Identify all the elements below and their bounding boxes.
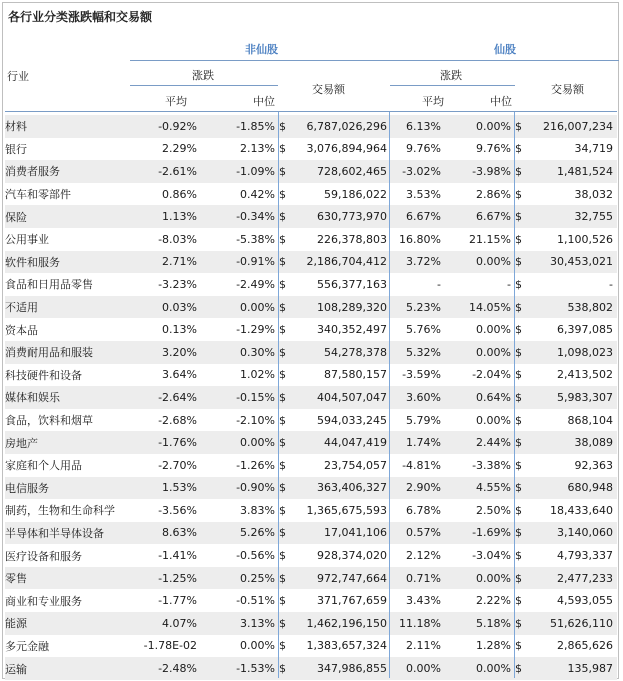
table-row — [5, 341, 617, 364]
industry-name-cell: 软件和服务 — [5, 251, 130, 274]
penny-volume-cell: 92,363 — [574, 458, 613, 472]
penny-median-cell: 9.76% — [476, 142, 511, 156]
non-penny-median-cell: 0.25% — [201, 567, 279, 590]
non-penny-currency-cell: $ — [279, 549, 286, 563]
non-penny-volume-cell: 1,365,675,593 — [306, 503, 387, 517]
penny-volume-cell: 1,481,524 — [531, 160, 617, 183]
non-penny-volume-cell: 594,033,245 — [317, 413, 387, 427]
penny-currency-cell: $ — [515, 323, 522, 337]
non-penny-median-cell: 1.02% — [240, 368, 275, 382]
penny-avg-cell: 3.60% — [391, 386, 445, 409]
penny-currency-cell: $ — [515, 160, 531, 183]
penny-avg-cell: - — [437, 277, 441, 291]
header-median-penny: 中位 — [490, 95, 512, 108]
header-group-non-penny: 非仙股 — [245, 43, 278, 56]
penny-currency-cell: $ — [515, 567, 531, 590]
penny-avg-cell: -3.59% — [402, 368, 441, 382]
column-rule-2 — [389, 112, 390, 678]
industry-name-cell: 能源 — [5, 612, 130, 635]
non-penny-median-cell: 0.30% — [201, 341, 279, 364]
header-rule-change-a — [130, 85, 278, 86]
industry-name-cell: 半导体和半导体设备 — [5, 522, 130, 545]
penny-currency-cell: $ — [515, 386, 531, 409]
table-row — [5, 635, 617, 658]
penny-volume-cell: 4,593,055 — [557, 594, 613, 608]
penny-volume-cell: 3,140,060 — [531, 522, 617, 545]
non-penny-avg-cell: -0.92% — [130, 115, 201, 138]
penny-volume-cell: 868,104 — [567, 413, 613, 427]
non-penny-currency-cell: $ — [279, 639, 286, 653]
penny-volume-cell: 680,948 — [531, 477, 617, 500]
non-penny-volume-cell: 87,580,157 — [324, 368, 387, 382]
industry-name-cell: 消费耐用品和服装 — [5, 341, 130, 364]
penny-currency-cell: $ — [515, 187, 522, 201]
header-volume-non-penny: 交易额 — [312, 83, 345, 96]
industry-name-cell: 制药，生物和生命科学 — [5, 504, 115, 518]
industry-name-cell: 零售 — [5, 567, 130, 590]
industry-name-cell: 医疗设备和服务 — [5, 549, 82, 563]
penny-currency-cell: $ — [515, 549, 522, 563]
penny-volume-cell: 2,413,502 — [557, 368, 613, 382]
penny-volume-cell: 2,477,233 — [531, 567, 617, 590]
penny-currency-cell: $ — [515, 594, 522, 608]
non-penny-currency-cell: $ — [279, 612, 293, 635]
non-penny-currency-cell: $ — [279, 187, 286, 201]
non-penny-currency-cell: $ — [279, 341, 293, 364]
penny-volume-cell: 5,983,307 — [531, 386, 617, 409]
industry-name-cell: 资本品 — [5, 323, 38, 337]
table-row — [5, 431, 617, 454]
industry-name-cell: 银行 — [5, 142, 27, 156]
penny-currency-cell: $ — [515, 368, 522, 382]
non-penny-median-cell: 0.00% — [240, 639, 275, 653]
penny-median-cell: 0.64% — [445, 386, 515, 409]
non-penny-volume-cell: 54,278,378 — [293, 341, 391, 364]
penny-median-cell: 1.28% — [476, 639, 511, 653]
industry-name-cell: 消费者服务 — [5, 160, 130, 183]
penny-avg-cell: 6.67% — [391, 205, 445, 228]
penny-volume-cell: - — [609, 277, 613, 291]
industry-name-cell: 食品和日用品零售 — [5, 278, 93, 292]
non-penny-median-cell: 0.00% — [201, 431, 279, 454]
non-penny-median-cell: 3.83% — [240, 503, 275, 517]
penny-avg-cell: 0.71% — [391, 567, 445, 590]
penny-median-cell: - — [507, 277, 511, 291]
table-row — [5, 589, 617, 612]
non-penny-volume-cell: 23,754,057 — [324, 458, 387, 472]
table-row — [5, 160, 617, 183]
table-row — [5, 205, 617, 228]
non-penny-currency-cell: $ — [279, 296, 293, 319]
non-penny-avg-cell: -2.68% — [158, 413, 197, 427]
table-row — [5, 454, 617, 477]
non-penny-volume-cell: 17,041,106 — [293, 522, 391, 545]
penny-volume-cell: 18,433,640 — [550, 503, 613, 517]
industry-name-cell: 商业和专业服务 — [5, 594, 82, 608]
table-row — [5, 228, 617, 251]
industry-name-cell: 不适用 — [5, 296, 130, 319]
non-penny-median-cell: -0.51% — [236, 594, 275, 608]
non-penny-currency-cell: $ — [279, 368, 286, 382]
non-penny-avg-cell: 3.64% — [162, 368, 197, 382]
penny-volume-cell: 538,802 — [531, 296, 617, 319]
penny-currency-cell: $ — [515, 503, 522, 517]
penny-median-cell: 14.05% — [445, 296, 515, 319]
table-row — [5, 477, 617, 500]
penny-volume-cell: 51,626,110 — [531, 612, 617, 635]
penny-avg-cell: 5.79% — [406, 413, 441, 427]
non-penny-avg-cell: -2.64% — [130, 386, 201, 409]
industry-name-cell: 多元金融 — [5, 639, 49, 653]
non-penny-median-cell: -0.56% — [236, 549, 275, 563]
non-penny-median-cell: 3.13% — [201, 612, 279, 635]
non-penny-median-cell: -2.10% — [236, 413, 275, 427]
table-row — [5, 318, 617, 341]
non-penny-volume-cell: 728,602,465 — [293, 160, 391, 183]
non-penny-currency-cell: $ — [279, 477, 293, 500]
penny-median-cell: 0.00% — [476, 413, 511, 427]
header-rule-top — [130, 60, 619, 61]
non-penny-volume-cell: 347,986,855 — [293, 657, 391, 680]
non-penny-currency-cell: $ — [279, 413, 286, 427]
non-penny-volume-cell: 340,352,497 — [317, 323, 387, 337]
penny-avg-cell: 0.00% — [391, 657, 445, 680]
penny-volume-cell: 34,719 — [574, 142, 613, 156]
non-penny-avg-cell: -1.41% — [158, 549, 197, 563]
non-penny-avg-cell: -1.77% — [158, 594, 197, 608]
penny-median-cell: -2.04% — [472, 368, 511, 382]
non-penny-volume-cell: 363,406,327 — [293, 477, 391, 500]
penny-volume-cell: 1,100,526 — [557, 232, 613, 246]
header-change-penny: 涨跌 — [440, 69, 462, 82]
non-penny-volume-cell: 928,374,020 — [317, 549, 387, 563]
non-penny-volume-cell: 404,507,047 — [293, 386, 391, 409]
penny-median-cell: 0.00% — [476, 323, 511, 337]
penny-avg-cell: 5.32% — [391, 341, 445, 364]
industry-name-cell: 房地产 — [5, 431, 130, 454]
non-penny-currency-cell: $ — [279, 142, 286, 156]
column-rule-3 — [514, 112, 515, 678]
non-penny-avg-cell: 0.86% — [162, 187, 197, 201]
penny-avg-cell: 16.80% — [399, 232, 441, 246]
penny-volume-cell: 2,865,626 — [557, 639, 613, 653]
penny-volume-cell: 38,089 — [531, 431, 617, 454]
table-row — [5, 522, 617, 545]
non-penny-currency-cell: $ — [279, 386, 293, 409]
industry-name-cell: 运输 — [5, 657, 130, 680]
non-penny-volume-cell: 3,076,894,964 — [306, 142, 387, 156]
penny-currency-cell: $ — [515, 657, 531, 680]
non-penny-avg-cell: -2.70% — [158, 458, 197, 472]
non-penny-currency-cell: $ — [279, 594, 286, 608]
table-row — [5, 544, 617, 567]
table-title: 各行业分类涨跌幅和交易额 — [8, 10, 153, 24]
penny-avg-cell: -4.81% — [402, 458, 441, 472]
non-penny-volume-cell: 108,289,320 — [293, 296, 391, 319]
penny-currency-cell: $ — [515, 522, 531, 545]
penny-volume-cell: 135,987 — [531, 657, 617, 680]
non-penny-currency-cell: $ — [279, 431, 293, 454]
non-penny-median-cell: 0.42% — [240, 187, 275, 201]
industry-name-cell: 公用事业 — [5, 233, 49, 247]
penny-volume-cell: 32,755 — [531, 205, 617, 228]
penny-median-cell: 0.00% — [445, 251, 515, 274]
penny-avg-cell: -3.02% — [391, 160, 445, 183]
non-penny-avg-cell: -8.03% — [158, 232, 197, 246]
penny-currency-cell: $ — [515, 251, 531, 274]
non-penny-median-cell: -1.09% — [201, 160, 279, 183]
non-penny-currency-cell: $ — [279, 657, 293, 680]
non-penny-median-cell: -1.85% — [201, 115, 279, 138]
header-volume-penny: 交易额 — [551, 83, 584, 96]
non-penny-avg-cell: -3.23% — [158, 277, 197, 291]
table-body — [5, 115, 617, 680]
non-penny-avg-cell: 8.63% — [130, 522, 201, 545]
penny-avg-cell: 11.18% — [391, 612, 445, 635]
table-row — [5, 251, 617, 274]
penny-median-cell: 4.55% — [445, 477, 515, 500]
table-row — [5, 296, 617, 319]
penny-currency-cell: $ — [515, 639, 522, 653]
penny-volume-cell: 4,793,337 — [557, 549, 613, 563]
industry-name-cell: 材料 — [5, 115, 130, 138]
non-penny-avg-cell: -2.48% — [130, 657, 201, 680]
non-penny-avg-cell: 2.71% — [130, 251, 201, 274]
non-penny-volume-cell: 44,047,419 — [293, 431, 391, 454]
penny-currency-cell: $ — [515, 477, 531, 500]
penny-median-cell: -3.04% — [472, 549, 511, 563]
non-penny-median-cell: -0.91% — [201, 251, 279, 274]
industry-name-cell: 食品，饮料和烟草 — [5, 414, 93, 428]
non-penny-avg-cell: 0.13% — [162, 323, 197, 337]
penny-volume-cell: 30,453,021 — [531, 251, 617, 274]
penny-avg-cell: 2.12% — [406, 549, 441, 563]
non-penny-currency-cell: $ — [279, 323, 286, 337]
table-row — [5, 115, 617, 138]
non-penny-median-cell: 0.00% — [201, 296, 279, 319]
penny-median-cell: 0.00% — [445, 115, 515, 138]
penny-median-cell: 2.86% — [476, 187, 511, 201]
non-penny-volume-cell: 2,186,704,412 — [293, 251, 391, 274]
table-row — [5, 409, 617, 432]
industry-name-cell: 科技硬件和设备 — [5, 368, 82, 382]
table-row — [5, 567, 617, 590]
penny-currency-cell: $ — [515, 341, 531, 364]
table-row — [5, 386, 617, 409]
penny-volume-cell: 38,032 — [574, 187, 613, 201]
penny-median-cell: 2.50% — [476, 503, 511, 517]
penny-currency-cell: $ — [515, 458, 522, 472]
penny-median-cell: 2.44% — [445, 431, 515, 454]
non-penny-median-cell: -0.90% — [201, 477, 279, 500]
non-penny-volume-cell: 556,377,163 — [317, 277, 387, 291]
industry-name-cell: 保险 — [5, 205, 130, 228]
penny-median-cell: 0.00% — [445, 657, 515, 680]
non-penny-currency-cell: $ — [279, 205, 293, 228]
header-rule-change-b — [390, 85, 515, 86]
penny-median-cell: -3.98% — [445, 160, 515, 183]
header-rule-bottom — [5, 111, 617, 112]
table-row — [5, 273, 617, 296]
non-penny-median-cell: -1.26% — [236, 458, 275, 472]
non-penny-median-cell: -0.15% — [201, 386, 279, 409]
penny-median-cell: -3.38% — [472, 458, 511, 472]
non-penny-median-cell: -1.53% — [201, 657, 279, 680]
penny-avg-cell: 5.76% — [406, 323, 441, 337]
non-penny-median-cell: 2.13% — [240, 142, 275, 156]
penny-currency-cell: $ — [515, 115, 531, 138]
non-penny-volume-cell: 630,773,970 — [293, 205, 391, 228]
penny-median-cell: 0.00% — [445, 341, 515, 364]
non-penny-median-cell: -2.49% — [236, 277, 275, 291]
non-penny-avg-cell: -1.78E-02 — [143, 639, 197, 653]
header-group-penny: 仙股 — [494, 43, 516, 56]
penny-median-cell: 21.15% — [469, 232, 511, 246]
penny-avg-cell: 6.78% — [406, 503, 441, 517]
penny-currency-cell: $ — [515, 296, 531, 319]
non-penny-avg-cell: 2.29% — [162, 142, 197, 156]
table-row — [5, 499, 617, 522]
non-penny-currency-cell: $ — [279, 251, 293, 274]
non-penny-avg-cell: 0.03% — [130, 296, 201, 319]
non-penny-avg-cell: 3.20% — [130, 341, 201, 364]
penny-currency-cell: $ — [515, 142, 522, 156]
non-penny-avg-cell: -3.56% — [158, 503, 197, 517]
non-penny-volume-cell: 59,186,022 — [324, 187, 387, 201]
penny-currency-cell: $ — [515, 277, 522, 291]
penny-median-cell: 6.67% — [445, 205, 515, 228]
penny-avg-cell: 3.43% — [406, 594, 441, 608]
penny-avg-cell: 9.76% — [406, 142, 441, 156]
non-penny-volume-cell: 1,383,657,324 — [306, 639, 387, 653]
non-penny-median-cell: -1.29% — [236, 323, 275, 337]
penny-currency-cell: $ — [515, 413, 522, 427]
non-penny-avg-cell: -2.61% — [130, 160, 201, 183]
header-industry: 行业 — [7, 70, 29, 83]
penny-avg-cell: 0.57% — [391, 522, 445, 545]
penny-median-cell: 0.00% — [445, 567, 515, 590]
header-avg-non-penny: 平均 — [165, 95, 187, 108]
header-median-non-penny: 中位 — [253, 95, 275, 108]
header-change-non-penny: 涨跌 — [192, 69, 214, 82]
penny-currency-cell: $ — [515, 612, 531, 635]
non-penny-currency-cell: $ — [279, 277, 286, 291]
non-penny-avg-cell: 1.13% — [130, 205, 201, 228]
non-penny-avg-cell: -1.76% — [130, 431, 201, 454]
penny-avg-cell: 3.72% — [391, 251, 445, 274]
industry-name-cell: 家庭和个人用品 — [5, 459, 82, 473]
industry-name-cell: 电信服务 — [5, 477, 130, 500]
non-penny-avg-cell: 1.53% — [130, 477, 201, 500]
penny-median-cell: 2.22% — [476, 594, 511, 608]
non-penny-currency-cell: $ — [279, 160, 293, 183]
table-row — [5, 657, 617, 680]
penny-currency-cell: $ — [515, 431, 531, 454]
penny-avg-cell: 6.13% — [391, 115, 445, 138]
non-penny-avg-cell: 4.07% — [130, 612, 201, 635]
penny-avg-cell: 2.11% — [406, 639, 441, 653]
table-row — [5, 612, 617, 635]
table-row — [5, 364, 617, 387]
column-rule-1 — [278, 112, 279, 678]
non-penny-median-cell: 5.26% — [201, 522, 279, 545]
header-avg-penny: 平均 — [422, 95, 444, 108]
non-penny-volume-cell: 371,767,659 — [317, 594, 387, 608]
non-penny-currency-cell: $ — [279, 522, 293, 545]
non-penny-median-cell: -0.34% — [201, 205, 279, 228]
penny-volume-cell: 6,397,085 — [557, 323, 613, 337]
penny-volume-cell: 216,007,234 — [531, 115, 617, 138]
non-penny-currency-cell: $ — [279, 232, 286, 246]
industry-name-cell: 汽车和零部件 — [5, 188, 71, 202]
non-penny-volume-cell: 226,378,803 — [317, 232, 387, 246]
penny-median-cell: 5.18% — [445, 612, 515, 635]
penny-avg-cell: 2.90% — [391, 477, 445, 500]
non-penny-volume-cell: 1,462,196,150 — [293, 612, 391, 635]
penny-median-cell: -1.69% — [445, 522, 515, 545]
penny-avg-cell: 3.53% — [406, 187, 441, 201]
non-penny-volume-cell: 972,747,664 — [293, 567, 391, 590]
non-penny-currency-cell: $ — [279, 115, 293, 138]
penny-currency-cell: $ — [515, 232, 522, 246]
non-penny-avg-cell: -1.25% — [130, 567, 201, 590]
non-penny-currency-cell: $ — [279, 458, 286, 472]
non-penny-currency-cell: $ — [279, 503, 286, 517]
table-row — [5, 183, 617, 206]
penny-avg-cell: 1.74% — [391, 431, 445, 454]
table-row — [5, 138, 617, 161]
non-penny-median-cell: -5.38% — [236, 232, 275, 246]
non-penny-currency-cell: $ — [279, 567, 293, 590]
penny-currency-cell: $ — [515, 205, 531, 228]
non-penny-volume-cell: 6,787,026,296 — [293, 115, 391, 138]
industry-name-cell: 媒体和娱乐 — [5, 386, 130, 409]
penny-volume-cell: 1,098,023 — [531, 341, 617, 364]
industry-table — [5, 115, 617, 680]
penny-avg-cell: 5.23% — [391, 296, 445, 319]
